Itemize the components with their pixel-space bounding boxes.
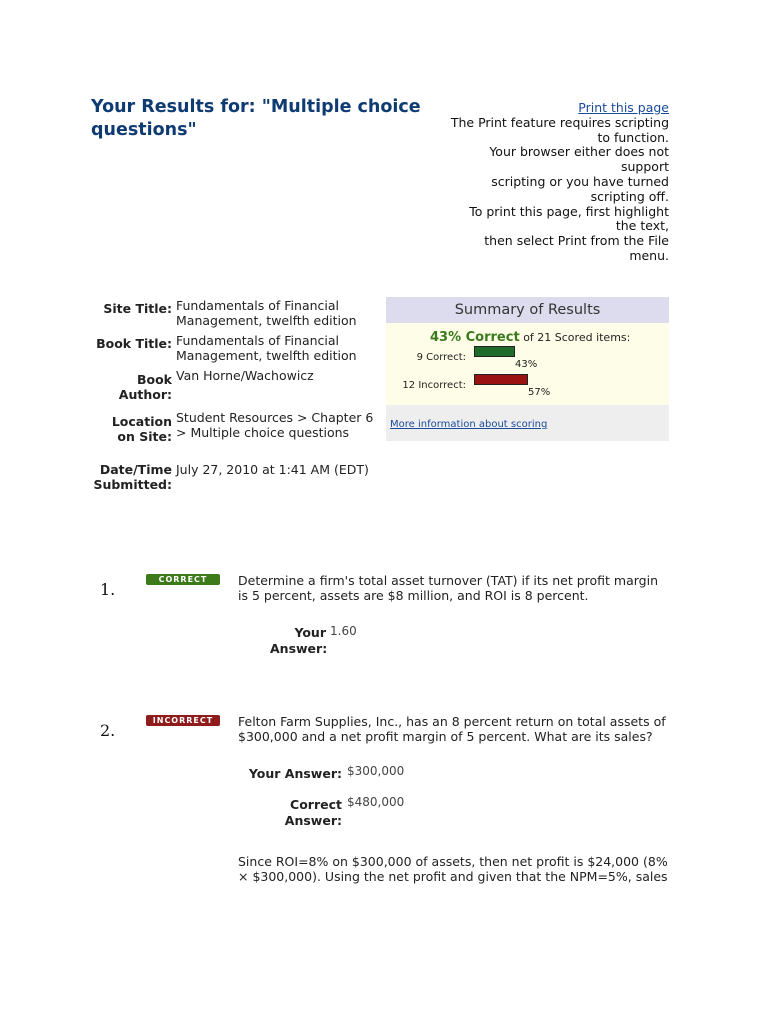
info-row-book-title [93, 333, 383, 368]
correct-answer-value: $480,000 [347, 795, 405, 809]
correct-badge: CORRECT [146, 574, 220, 585]
location-value: Student Resources > Chapter 6 > Multiple choice questions [176, 410, 374, 440]
book-title-label: Book Title: [96, 336, 172, 351]
print-notice-line: menu. [629, 247, 669, 263]
question-number: 2. [100, 721, 116, 740]
incorrect-badge: INCORRECT [146, 715, 220, 726]
correct-percent-label: 43% [515, 359, 538, 370]
submission-info-table [93, 298, 383, 497]
book-author-value: Van Horne/Wachowicz [176, 368, 314, 383]
print-page-link[interactable]: Print this page [578, 100, 669, 115]
print-notice-line: To print this page, first highlight [469, 203, 669, 219]
correct-count-label: 9 Correct: [416, 352, 466, 363]
your-answer-label: Your Answer: [270, 625, 328, 656]
info-row-site-title [93, 298, 383, 333]
print-notice-line: Your browser either does not [489, 144, 669, 160]
your-answer-value: 1.60 [330, 624, 357, 638]
question-text: Felton Farm Supplies, Inc., has an 8 percent return on total assets of $300,000 and a net profit margin of 5 percent. What are its sales? [238, 714, 666, 744]
print-notice-line: support [621, 159, 669, 175]
question-number: 1. [100, 580, 116, 599]
score-line [430, 330, 630, 345]
print-notice [439, 101, 669, 264]
site-title-value: Fundamentals of Financial Management, twelfth edition [176, 298, 357, 328]
site-title-label: Site Title: [103, 301, 172, 316]
correct-answer-label: Correct Answer: [284, 797, 342, 828]
summary-heading: Summary of Results [386, 297, 669, 323]
datetime-label: Date/Time Submitted: [93, 462, 172, 492]
incorrect-percent-label: 57% [528, 387, 551, 398]
book-title-value: Fundamentals of Financial Management, twelfth edition [176, 333, 357, 363]
answer-explanation: Since ROI=8% on $300,000 of assets, then net profit is $24,000 (8% × $300,000). Using the net profit and given that the NPM=5%, sales [238, 854, 668, 884]
summary-of-results [386, 297, 669, 441]
score-percent: 43% Correct [430, 330, 520, 345]
incorrect-count-label: 12 Incorrect: [402, 380, 466, 391]
your-answer-value: $300,000 [347, 764, 405, 778]
question-text: Determine a firm's total asset turnover (TAT) if its net profit margin is 5 percent, assets are $8 million, and ROI is 8 percent. [238, 573, 658, 603]
print-notice-line: then select Print from the File [484, 233, 669, 249]
summary-body [386, 323, 669, 405]
print-notice-line: scripting off. [590, 188, 669, 204]
print-notice-line: to function. [597, 129, 669, 145]
info-row-author [93, 368, 383, 407]
print-notice-line: the text, [615, 218, 669, 234]
score-of-items: of 21 Scored items: [523, 331, 631, 344]
print-notice-line: scripting or you have turned [491, 173, 669, 189]
info-row-location [93, 407, 383, 449]
datetime-value: July 27, 2010 at 1:41 AM (EDT) [176, 462, 369, 477]
correct-bar [474, 346, 515, 357]
incorrect-bar [474, 374, 528, 385]
info-row-datetime [93, 449, 383, 497]
location-label: Location on Site: [111, 414, 172, 444]
print-notice-line: The Print feature requires scripting [450, 114, 669, 130]
book-author-label: Book Author: [118, 372, 172, 402]
page-title: Your Results for: "Multiple choice questions" [91, 97, 421, 140]
your-answer-label: Your Answer: [248, 766, 342, 781]
summary-footer [386, 405, 669, 441]
more-info-scoring-link[interactable]: More information about scoring [390, 419, 548, 430]
